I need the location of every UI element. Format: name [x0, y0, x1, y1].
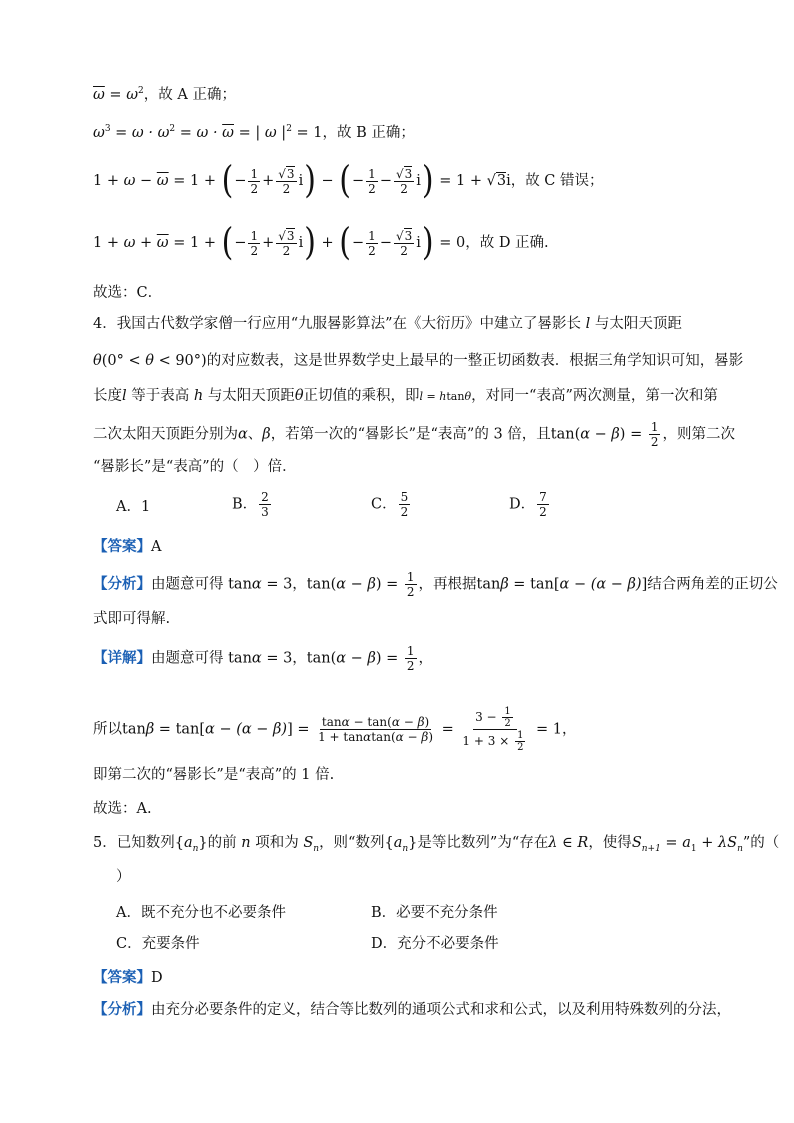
- proof-line-c: $1 + \omega - \overline{\omega} = 1$ + (− $\frac{1}{2}$ + $\frac{√3}{2}$ i) − (− $\frac{1}{2}$ − $\frac{√3}{2}$ i) = 1 + √3i，故 C 错误；: [93, 158, 604, 203]
- q4-option-c: C． $\frac{5}{2}$: [371, 490, 409, 519]
- q5-answer: 【答案】D: [93, 969, 163, 986]
- q4-line4: 二次太阳天顶距分别为α、β，若第一次的“晷影长”是“表高”的 3 倍，且tan(α − β) = $\frac{1}{2}$ ，则第二次: [93, 420, 735, 449]
- q4-detail-line3: 即第二次的“晷影长”是“表高”的 1 倍.: [93, 767, 335, 783]
- q4-answer: 【答案】A: [93, 538, 162, 555]
- q4-line2: θ(0° < θ < 90°)的对应数表，这是世界数学史上最早的一整正切函数表．根据三角学知识可知，晷影: [93, 353, 744, 369]
- q4-choose: 故选：A.: [93, 801, 152, 817]
- proof-line-a: $\overline{\omega} = \omega^2$，故 A 正确；: [93, 86, 236, 103]
- q4-analysis-line2: 式即可得解.: [93, 611, 171, 627]
- q5-analysis: 【分析】由充分必要条件的定义，结合等比数列的通项公式和求和公式，以及利用特殊数列的分法，: [93, 1001, 731, 1018]
- q5-option-c: C．充要条件: [116, 936, 200, 952]
- q4-line1: 4．我国古代数学家僧一行应用“九服晷影算法”在《大衍历》中建立了晷影长 l 与太阳天顶距: [93, 316, 682, 332]
- proof-line-d: $1 + \omega + \overline{\omega} = 1$ + (− $\frac{1}{2}$ + $\frac{√3}{2}$ i) + (− $\frac{1}{2}$ − $\frac{√3}{2}$ i) = 0，故 D 正确.: [93, 220, 549, 265]
- q4-detail-line2: 所以tanβ = tan[α − (α − β)] = $\frac{\tan\alpha - \tan(\alpha - \beta)}{1 + \tan\alpha\tan(\alpha - \beta)}$ = 3 − $\frac{1}{2}$ 1 + 3 × $\frac{1}{2}$ = 1，: [93, 706, 577, 753]
- q5-line2: ）: [116, 869, 131, 885]
- q4-line3: 长度l 等于表高 h 与太阳天顶距θ正切值的乘积，即l = htanθ，对同一“表高”两次测量，第一次和第: [93, 388, 718, 404]
- q5-option-a: A．既不充分也不必要条件: [116, 905, 286, 921]
- q5-line1: 5．已知数列$\{a_n\}$的前 n 项和为 $S_n$，则“数列$\{a_n\}$是等比数列”为“存在λ ∈ R，使得$S_{n+1} = a_1 + \lambda S_n$”的（: [93, 835, 780, 854]
- proof-choose: 故选：C．: [93, 285, 163, 301]
- q5-option-d: D．充分不必要条件: [371, 936, 499, 952]
- q5-option-b: B．必要不充分条件: [371, 905, 498, 921]
- proof-line-b: $\omega^3 = \omega \cdot \omega^2 = \omega \cdot \overline{\omega}$ = | ω $|^2 = 1$，故 B 正确；: [93, 124, 415, 141]
- q4-option-d: D． $\frac{7}{2}$: [509, 490, 547, 519]
- q4-line5: “晷影长”是“表高”的（ ）倍．: [93, 459, 297, 475]
- q4-detail-line1: 【详解】由题意可得 tanα = 3，tan(α − β) = $\frac{1}{2}$ ，: [93, 644, 433, 673]
- q4-analysis-line1: 【分析】由题意可得 tanα = 3，tan(α − β) = $\frac{1}{2}$ ，再根据tanβ = tan[α − (α − β)]结合两角差的正切公: [93, 570, 778, 599]
- q4-option-b: B． $\frac{2}{3}$: [232, 490, 269, 519]
- q4-option-a: A．1: [116, 499, 151, 515]
